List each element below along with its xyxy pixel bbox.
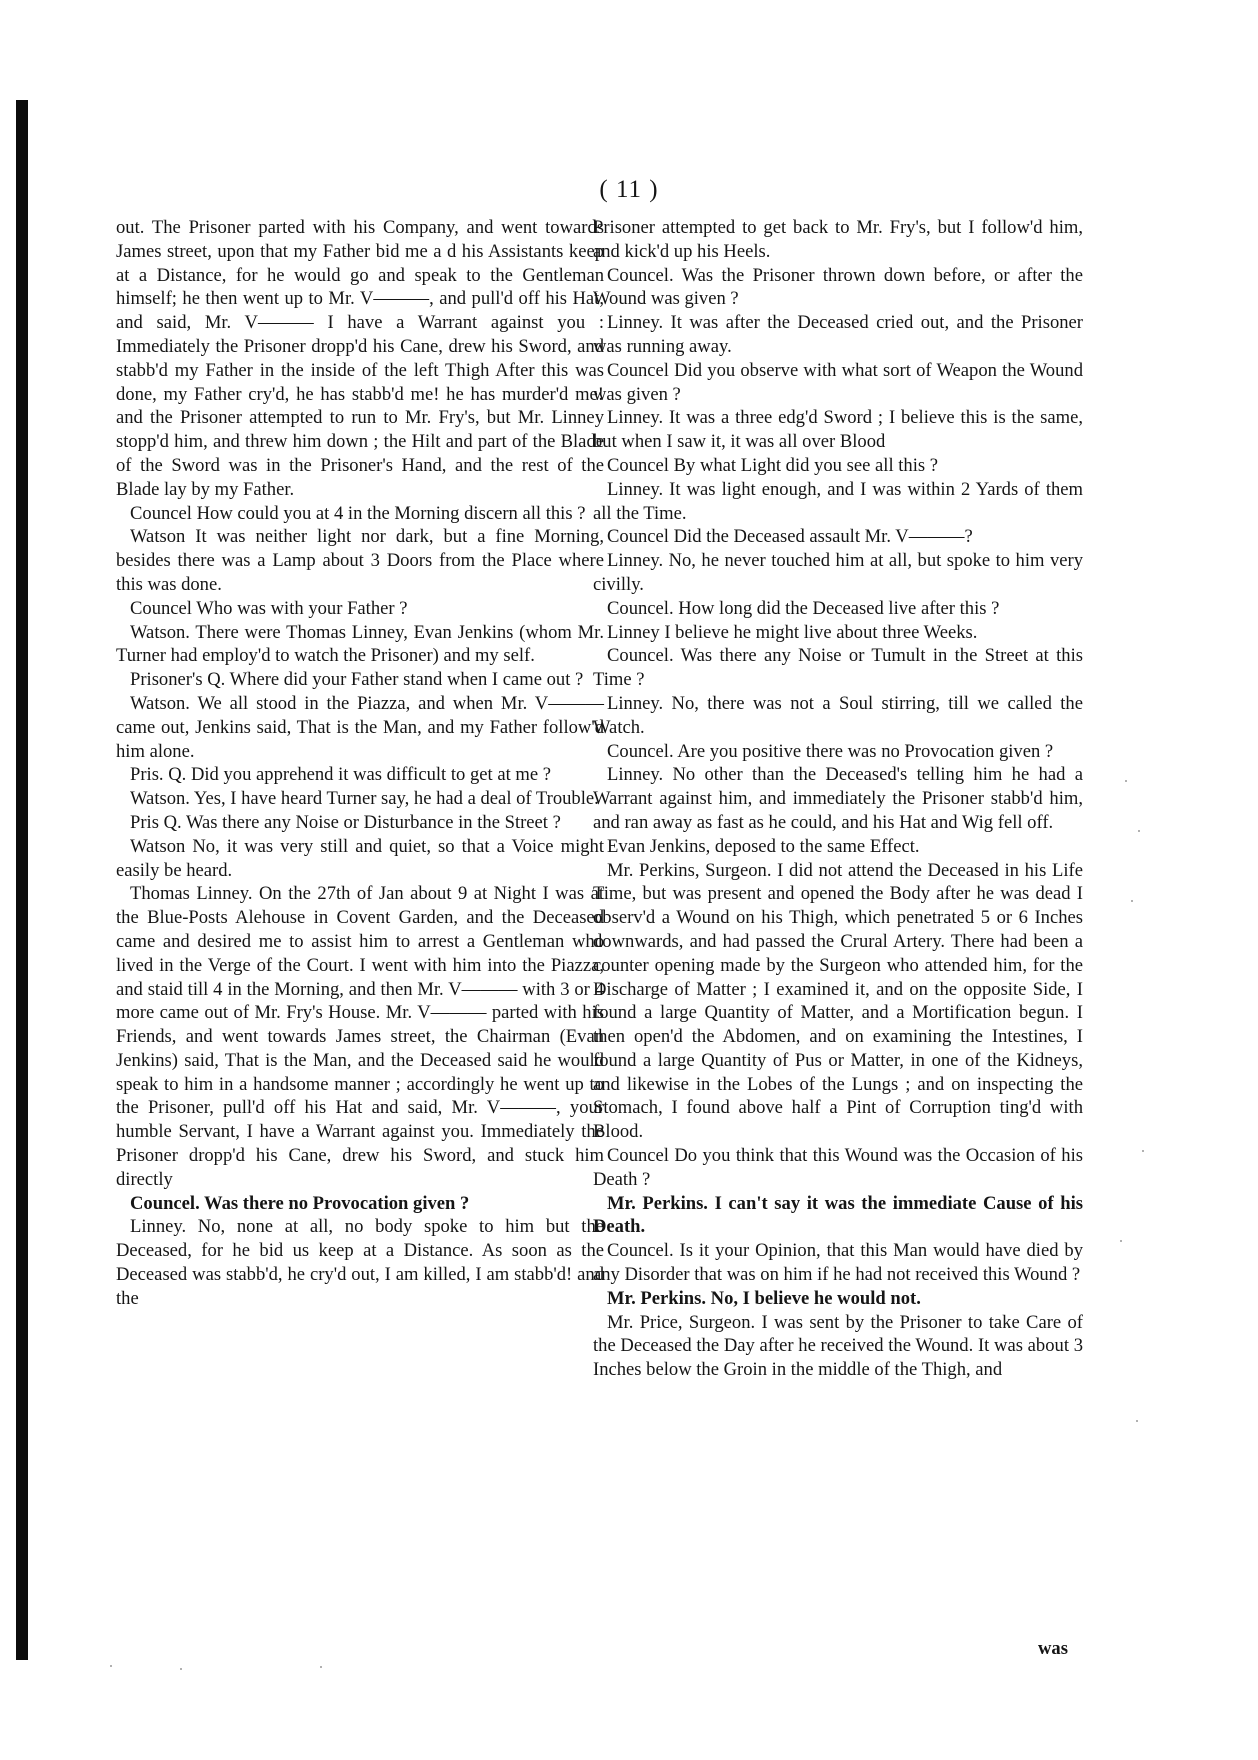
paragraph: Councel. Was there any Noise or Tumult in the Street at this Time ? xyxy=(593,645,1083,691)
paragraph: Watson No, it was very still and quiet, so that a Voice might easily be heard. xyxy=(116,835,604,881)
scan-speck xyxy=(110,1665,112,1667)
scan-speck xyxy=(180,1668,182,1670)
paragraph: Councel Did the Deceased assault Mr. V———? xyxy=(607,526,973,548)
scan-speck xyxy=(320,1666,322,1668)
paragraph: Prisoner attempted to get back to Mr. Fry's, but I follow'd him, and kick'd up his Heels. xyxy=(593,217,1083,262)
paragraph: Mr. Perkins, Surgeon. I did not attend the Deceased in his Life Time, but was present and opened the Body after he was dead I observ'd a Wound on his Thigh, which penetrated 5 or 6 Inches downwards, and had passed the Crural Artery. There had been a counter opening made by the Surgeon who attended him, for the Discharge of Matter ; I examined it, and on the opposite Side, I found a large Quantity of Matter, and a Mortification begun. I then open'd the Abdomen, and on examining the Intestines, I found a large Quantity of Pus or Matter, in one of the Kidneys, and likewise in the Lobes of the Lungs ; and on inspecting the Stomach, I found above half a Pint of Corruption ting'd with Blood. xyxy=(593,859,1083,1143)
page-number: ( 11 ) xyxy=(599,176,659,203)
catchword: was xyxy=(1038,1638,1068,1659)
paragraph: Councel. Was the Prisoner thrown down before, or after the Wound was given ? xyxy=(593,264,1083,310)
paragraph: Councel. How long did the Deceased live after this ? xyxy=(607,597,1000,619)
scan-speck xyxy=(1120,1240,1122,1242)
paragraph: Watson. There were Thomas Linney, Evan Jenkins (whom Mr. Turner had employ'd to watch the Prisoner) and my self. xyxy=(116,621,604,667)
left-column xyxy=(116,216,604,1311)
paragraph: Watson. Yes, I have heard Turner say, he had a deal of Trouble. xyxy=(130,788,599,810)
paragraph: Mr. Price, Surgeon. I was sent by the Prisoner to take Care of the Deceased the Day after he received the Wound. It was about 3 Inches below the Groin in the middle of the Thigh, and xyxy=(593,1311,1083,1381)
paragraph: out. The Prisoner parted with his Company, and went towards James street, upon that my Father bid me a d his Assistants keep at a Distance, for he would go and speak to the Gentleman himself; he then went up to Mr. V———, and pull'd off his Hat, and said, Mr. V——— I have a Warrant against you : Immediately the Prisoner dropp'd his Cane, drew his Sword, and stabb'd my Father in the inside of the left Thigh After this was done, my Father cry'd, he has stabb'd me! he has murder'd me! and the Prisoner attempted to run to Mr. Fry's, but Mr. Linney stopp'd him, and threw him down ; the Hilt and part of the Blade of the Sword was in the Prisoner's Hand, and the rest of the Blade lay by my Father. xyxy=(116,217,604,500)
paragraph: Councel. Was there no Provocation given ? xyxy=(130,1192,470,1214)
scan-speck xyxy=(1138,830,1140,832)
paragraph: Mr. Perkins. No, I believe he would not. xyxy=(607,1287,921,1309)
scan-speck xyxy=(1136,1420,1138,1422)
paragraph: Linney. It was light enough, and I was within 2 Yards of them all the Time. xyxy=(593,478,1083,524)
paragraph: Linney I believe he might live about three Weeks. xyxy=(607,621,978,643)
paragraph: Councel Do you think that this Wound was the Occasion of his Death ? xyxy=(593,1145,1083,1190)
scan-speck xyxy=(1142,1150,1144,1152)
paragraph: Pris. Q. Did you apprehend it was difficult to get at me ? xyxy=(130,764,552,786)
paragraph: Councel How could you at 4 in the Morning discern all this ? xyxy=(130,502,586,524)
paragraph: Councel By what Light did you see all this ? xyxy=(607,454,939,476)
scan-speck xyxy=(1125,780,1127,782)
paragraph: Linney. No, none at all, no body spoke to him but the Deceased, for he bid us keep at a Distance. As soon as the Deceased was stabb'd, he cry'd out, I am killed, I am stabb'd! and the xyxy=(116,1216,604,1309)
paragraph: Thomas Linney. On the 27th of Jan about 9 at Night I was at the Blue-Posts Alehouse in Covent Garden, and the Deceased came and desired me to assist him to arrest a Gentleman who lived in the Verge of the Court. I went with him into the Piazza, and staid till 4 in the Morning, and then Mr. V——— with 3 or 4 more came out of Mr. Fry's House. Mr. V——— parted with his Friends, and went towards James street, the Chairman (Evan Jenkins) said, That is the Man, and the Deceased said he would speak to him in a handsome manner ; accordingly he went up to the Prisoner, pull'd off his Hat and said, Mr. V———, your humble Servant, I have a Warrant against you. Immediately the Prisoner dropp'd his Cane, drew his Sword, and stuck him directly xyxy=(116,883,604,1190)
paragraph: Prisoner's Q. Where did your Father stand when I came out ? xyxy=(130,669,584,691)
paragraph: Mr. Perkins. I can't say it was the immediate Cause of his Death. xyxy=(593,1192,1083,1238)
scan-speck xyxy=(1131,900,1133,902)
paragraph: Councel. Is it your Opinion, that this Man would have died by any Disorder that was on him if he had not received this Wound ? xyxy=(593,1240,1083,1286)
paragraph: Linney. It was a three edg'd Sword ; I believe this is the same, but when I saw it, it was all over Blood xyxy=(593,407,1083,453)
paragraph: Linney. No, there was not a Soul stirring, till we called the Watch. xyxy=(593,692,1083,738)
scan-edge-bar xyxy=(16,100,28,1660)
paragraph: Linney. It was after the Deceased cried out, and the Prisoner was running away. xyxy=(593,312,1083,357)
paragraph: Councel Who was with your Father ? xyxy=(130,597,408,619)
paragraph: Linney. No, he never touched him at all, but spoke to him very civilly. xyxy=(593,550,1083,595)
paragraph: Councel. Are you positive there was no Provocation given ? xyxy=(607,740,1054,762)
paragraph: Councel Did you observe with what sort of Weapon the Wound was given ? xyxy=(593,359,1083,405)
paragraph: Evan Jenkins, deposed to the same Effect. xyxy=(607,835,920,857)
right-column xyxy=(593,216,1083,1382)
paragraph: Watson It was neither light nor dark, but a fine Morning, besides there was a Lamp about 3 Doors from the Place where this was done. xyxy=(116,526,604,595)
paragraph: Watson. We all stood in the Piazza, and when Mr. V——— came out, Jenkins said, That is the Man, and my Father follow'd him alone. xyxy=(116,692,604,762)
paragraph: Pris Q. Was there any Noise or Disturbance in the Street ? xyxy=(130,811,561,833)
paragraph: Linney. No other than the Deceased's telling him he had a Warrant against him, and immediately the Prisoner stabb'd him, and ran away as fast as he could, and his Hat and Wig fell off. xyxy=(593,764,1083,833)
